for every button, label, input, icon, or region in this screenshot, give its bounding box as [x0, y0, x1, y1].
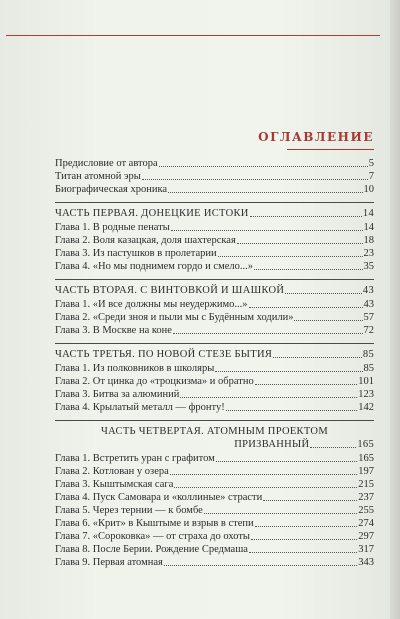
toc-entry: [55, 312, 374, 324]
top-rule: [6, 35, 380, 36]
leader-dots: [251, 539, 357, 540]
entry-page: 274: [358, 518, 374, 529]
entry-page: 101: [358, 376, 374, 387]
entry-label: Глава 4. Крылатый металл — фронту!: [55, 402, 225, 413]
entry-label: Глава 2. «Среди зноя и пыли мы с Будённым ходили»: [55, 312, 294, 323]
toc-entry: [55, 505, 374, 517]
toc-entry: [55, 557, 374, 569]
entry-page: 85: [363, 363, 374, 374]
toc-entry: [55, 544, 374, 556]
toc-entry: [55, 261, 374, 273]
leader-dots: [285, 293, 362, 294]
entry-page: 123: [358, 389, 374, 400]
entry-label: Глава 1. Из полковников в школяры: [55, 363, 215, 374]
toc-heading: ОГЛАВЛЕНИЕ: [258, 130, 374, 144]
entry-page: 197: [358, 466, 374, 477]
part-title: ЧАСТЬ ПЕРВАЯ. ДОНЕЦКИЕ ИСТОКИ: [55, 208, 249, 219]
entry-page: 215: [358, 479, 374, 490]
leader-dots: [250, 216, 362, 217]
entry-page: 23: [363, 248, 374, 259]
toc-entry: [55, 171, 374, 183]
entry-label: Предисловие от автора: [55, 158, 158, 169]
part-page: 165: [357, 439, 374, 450]
part-page: 14: [362, 208, 374, 219]
entry-label: Глава 3. Из пастушков в пролетарии: [55, 248, 217, 259]
part-title: ЧАСТЬ ВТОРАЯ. С ВИНТОВКОЙ И ШАШКОЙ: [55, 285, 285, 296]
entry-label: Глава 2. Котлован у озера: [55, 466, 169, 477]
entry-label: Титан атомной эры: [55, 171, 141, 182]
entry-page: 7: [368, 171, 374, 182]
entry-page: 72: [363, 325, 374, 336]
leader-dots: [249, 307, 363, 308]
entry-label: Глава 1. В родные пенаты: [55, 222, 170, 233]
toc-entry: [55, 518, 374, 530]
leader-dots: [168, 192, 362, 193]
toc-entry: [55, 453, 374, 465]
leader-dots: [310, 447, 356, 448]
entry-page: 35: [363, 261, 374, 272]
entry-page: 317: [358, 544, 374, 555]
entry-label: Глава 9. Первая атомная: [55, 557, 163, 568]
toc-entry: [55, 363, 374, 375]
toc-entry: [55, 235, 374, 247]
entry-label: Глава 2. От цинка до «троцкизма» и обратно: [55, 376, 254, 387]
entry-page: 5: [368, 158, 374, 169]
entry-label: Глава 6. «Крит» в Кыштыме и взрыв в степи: [55, 518, 254, 529]
entry-label: Глава 7. «Сороковка» — от страха до охоты: [55, 531, 250, 542]
leader-dots: [171, 230, 363, 231]
entry-label: Глава 1. Встретить уран с графитом: [55, 453, 215, 464]
entry-label: Глава 1. «И все должны мы неудержимо...»: [55, 299, 248, 310]
section-divider: [55, 202, 374, 203]
section-divider: [55, 420, 374, 421]
part-page: 43: [362, 285, 374, 296]
entry-page: 57: [363, 312, 374, 323]
part-page: 85: [362, 349, 374, 360]
entry-page: 10: [363, 184, 374, 195]
entry-label: Глава 5. Через тернии — к бомбе: [55, 505, 203, 516]
toc-entry: [55, 376, 374, 388]
leader-dots: [263, 500, 357, 501]
entry-label: Глава 4. «Но мы поднимем гордо и смело...»: [55, 261, 253, 272]
toc-entry: [55, 299, 374, 311]
toc-entry: [55, 325, 374, 337]
leader-dots: [215, 371, 362, 372]
toc-entry: [55, 248, 374, 260]
toc-entry: [55, 492, 374, 504]
entry-page: 237: [358, 492, 374, 503]
entry-label: Глава 2. Воля казацкая, доля шахтерская: [55, 235, 236, 246]
toc-entry: [55, 222, 374, 234]
part-heading: [55, 439, 374, 451]
leader-dots: [218, 256, 363, 257]
leader-dots: [226, 410, 358, 411]
entry-page: 297: [358, 531, 374, 542]
entry-page: 43: [363, 299, 374, 310]
toc-entry: [55, 479, 374, 491]
part-heading: [55, 349, 374, 361]
entry-page: 165: [358, 453, 374, 464]
entry-label: Глава 3. Кыштымская сага: [55, 479, 174, 490]
leader-dots: [174, 487, 357, 488]
section-divider: [55, 343, 374, 344]
entry-page: 343: [358, 557, 374, 568]
leader-dots: [164, 565, 357, 566]
entry-page: 255: [358, 505, 374, 516]
part-heading: [55, 285, 374, 297]
leader-dots: [249, 552, 357, 553]
toc-entry: [55, 466, 374, 478]
leader-dots: [180, 397, 357, 398]
entry-label: Глава 3. Битва за алюминий: [55, 389, 180, 400]
part-title: ЧАСТЬ ТРЕТЬЯ. ПО НОВОЙ СТЕЗЕ БЫТИЯ: [55, 349, 273, 360]
toc-entry: [55, 184, 374, 196]
leader-dots: [237, 243, 363, 244]
entry-label: Глава 3. В Москве на коне: [55, 325, 172, 336]
toc-entry: [55, 531, 374, 543]
part-heading: [55, 208, 374, 220]
leader-dots: [254, 269, 363, 270]
part-title-line2: ПРИЗВАННЫЙ: [234, 439, 310, 450]
entry-page: 142: [358, 402, 374, 413]
entry-label: Глава 4. Пуск Самовара и «коллиные» страсти: [55, 492, 263, 503]
leader-dots: [294, 320, 362, 321]
leader-dots: [204, 513, 357, 514]
toc-entry: [55, 402, 374, 414]
entry-page: 14: [363, 222, 374, 233]
entry-label: Глава 8. После Берии. Рождение Средмаша: [55, 544, 248, 555]
page-binding-edge: [390, 0, 400, 619]
leader-dots: [170, 474, 357, 475]
section-divider: [55, 279, 374, 280]
toc-entry: [55, 158, 374, 170]
leader-dots: [159, 166, 368, 167]
leader-dots: [255, 526, 358, 527]
leader-dots: [255, 384, 358, 385]
part-title: ЧАСТЬ ЧЕТВЕРТАЯ. АТОМНЫМ ПРОЕКТОМ: [101, 426, 328, 437]
toc-entry: [55, 389, 374, 401]
toc-heading-underline: [287, 149, 374, 150]
leader-dots: [173, 333, 363, 334]
entry-label: Биографическая хроника: [55, 184, 168, 195]
leader-dots: [273, 357, 362, 358]
leader-dots: [216, 461, 357, 462]
leader-dots: [142, 179, 368, 180]
entry-page: 18: [363, 235, 374, 246]
